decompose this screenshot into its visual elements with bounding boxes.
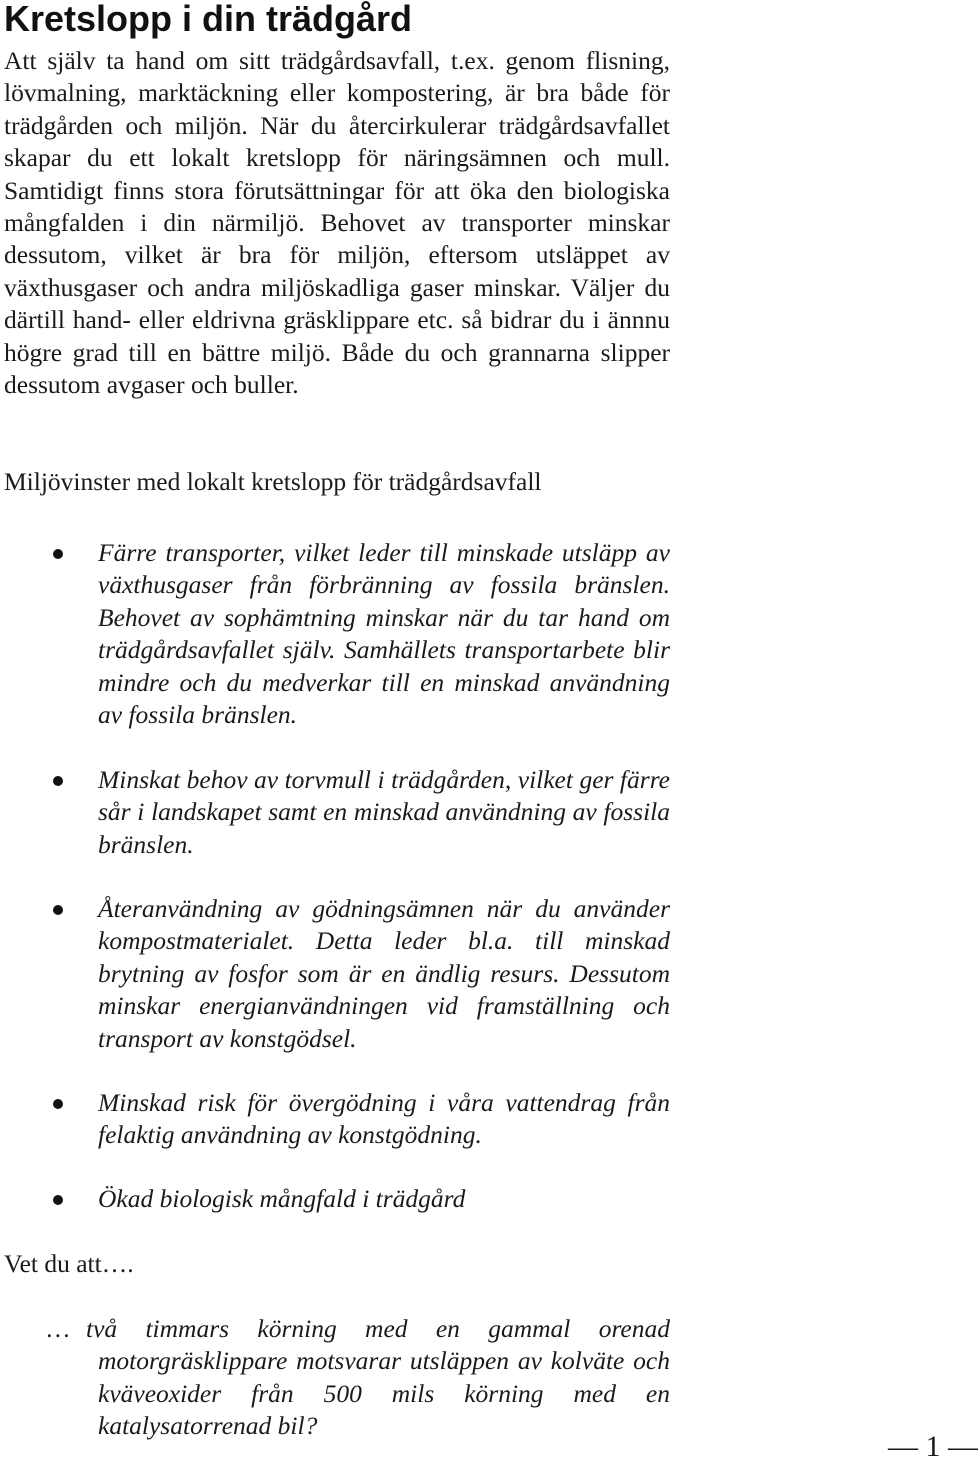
intro-paragraph: Att själv ta hand om sitt trädgårdsavfall, t.ex. genom flisning, lövmalning, marktäckning eller kompostering, är bra både för trädgården och miljön. När du återcirkulerar trädgårdsavfallet skapar du ett lokalt kretslopp för näringsämnen och mull. Samtidigt finns stora förutsättningar för att öka den biologiska mångfalden i din närmiljö. Behovet av transporter minskar dessutom, vilket är bra för miljön, eftersom utsläppet av växthusgaser och andra miljöskadliga gaser minskar. Väljer du därtill hand- eller eldrivna gräsklippare etc. så bidrar du i ännnu högre grad till en bättre miljö. Både du och grannarna slipper dessutom avgaser och buller. (4, 46, 670, 400)
page-number: — 1 — (888, 1430, 978, 1463)
bullet-icon (53, 1099, 63, 1109)
bullet-icon (53, 549, 63, 559)
did-you-know-heading: Vet du att…. (4, 1249, 134, 1278)
did-you-know-fact: två timmars körning med en gammal orenad motorgräsklippare motsvarar utsläppen av kolväte och kväveoxider från 500 mils körning med en katalysatorrenad bil? (86, 1314, 670, 1441)
list-item-text: Återanvändning av gödningsämnen när du använder kompostmaterialet. Detta leder bl.a. till minskad brytning av fosfor som är en ändlig resurs. Dessutom minskar energianvändningen vid framställning och transport av konstgödsel. (98, 894, 670, 1053)
list-item-text: Minskad risk för övergödning i våra vattendrag från felaktig användning av konstgödning. (98, 1088, 670, 1150)
bullet-icon (53, 1195, 63, 1205)
list-item-text: Färre transporter, vilket leder till minskade utsläpp av växthusgaser från förbränning av fossila bränslen. Behovet av sophämtning minskar när du tar hand om trädgårdsavfallet själv. Samhällets transportarbete blir mindre och du medverkar till en minskad användning av fossila bränslen. (98, 538, 670, 730)
bullet-icon (53, 905, 63, 915)
section-heading: Miljövinster med lokalt kretslopp för trädgårdsavfall (4, 467, 542, 496)
bullet-icon (53, 776, 63, 786)
page-title: Kretslopp i din trädgård (4, 0, 413, 39)
list-item-text: Ökad biologisk mångfald i trädgård (98, 1184, 466, 1213)
list-item-text: Minskat behov av torvmull i trädgården, vilket ger färre sår i landskapet samt en minskad användning av fossila bränslen. (98, 765, 670, 859)
fact-ellipsis: … (47, 1314, 70, 1343)
